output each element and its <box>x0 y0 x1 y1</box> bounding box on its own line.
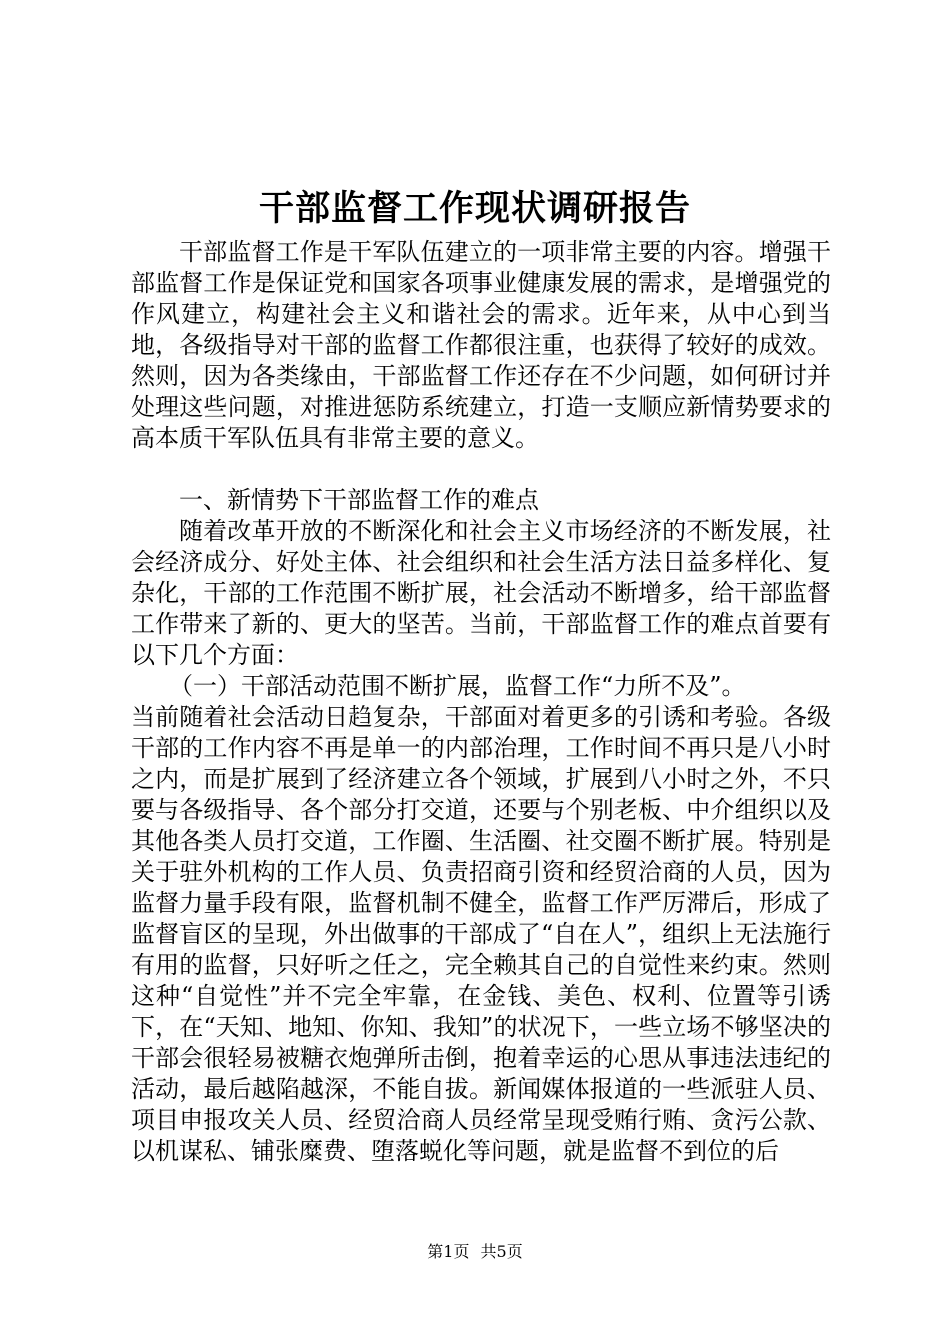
intro-paragraph: 干部监督工作是干军队伍建立的一项非常主要的内容。增强干部监督工作是保证党和国家各项事业健康发展的需求，是增强党的作风建立，构建社会主义和谐社会的需求。近年来，从中心到当地，各级指导对干部的监督工作都很注重，也获得了较好的成效。然则，因为各类缘由，干部监督工作还存在不少问题，如何研讨并处理这些问题，对推进惩防系统建立，打造一支顺应新情势要求的高本质干军队伍具有非常主要的意义。 <box>131 238 831 452</box>
subsection-paragraph-1: 当前随着社会活动日趋复杂，干部面对着更多的引诱和考验。各级干部的工作内容不再是单一的内部治理，工作时间不再只是八小时之内，而是扩展到了经济建立各个领域，扩展到八小时之外，不只要与各级指导、各个部分打交道，还要与个别老板、中介组织以及其他各类人员打交道，工作圈、生活圈、社交圈不断扩展。特别是关于驻外机构的工作人员、负责招商引资和经贸洽商的人员，因为监督力量手段有限，监督机制不健全，监督工作严厉滞后，形成了监督盲区的呈现，外出做事的干部成了“自在人”，组织上无法施行有用的监督，只好听之任之，完全赖其自己的自觉性来约束。然则这种“自觉性”并不完全牢靠，在金钱、美色、权利、位置等引诱下，在“天知、地知、你知、我知”的状况下，一些立场不够坚决的干部会很轻易被糖衣炮弹所击倒，抱着幸运的心思从事违法违纪的活动，最后越陷越深，不能自拔。新闻媒体报道的一些派驻人员、项目申报攻关人员、经贸洽商人员经常呈现受贿行贿、贪污公款、以机谋私、铺张糜费、堕落蜕化等问题，就是监督不到位的后 <box>131 703 831 1165</box>
subsection-heading-1: （一）干部活动范围不断扩展，监督工作“力所不及”。 <box>169 672 746 700</box>
document-title: 干部监督工作现状调研报告 <box>258 188 691 229</box>
document-body <box>131 237 831 1167</box>
section-paragraph-1: 随着改革开放的不断深化和社会主义市场经济的不断发展，社会经济成分、好处主体、社会组织和社会生活方法日益多样化、复杂化，干部的工作范围不断扩展，社会活动不断增多，给干部监督工作带来了新的、更大的坚苦。当前，干部监督工作的难点首要有以下几个方面： <box>131 517 831 669</box>
page-footer: 第1页 共5页 <box>427 1242 523 1261</box>
section-heading-1: 一、新情势下干部监督工作的难点 <box>179 486 539 514</box>
